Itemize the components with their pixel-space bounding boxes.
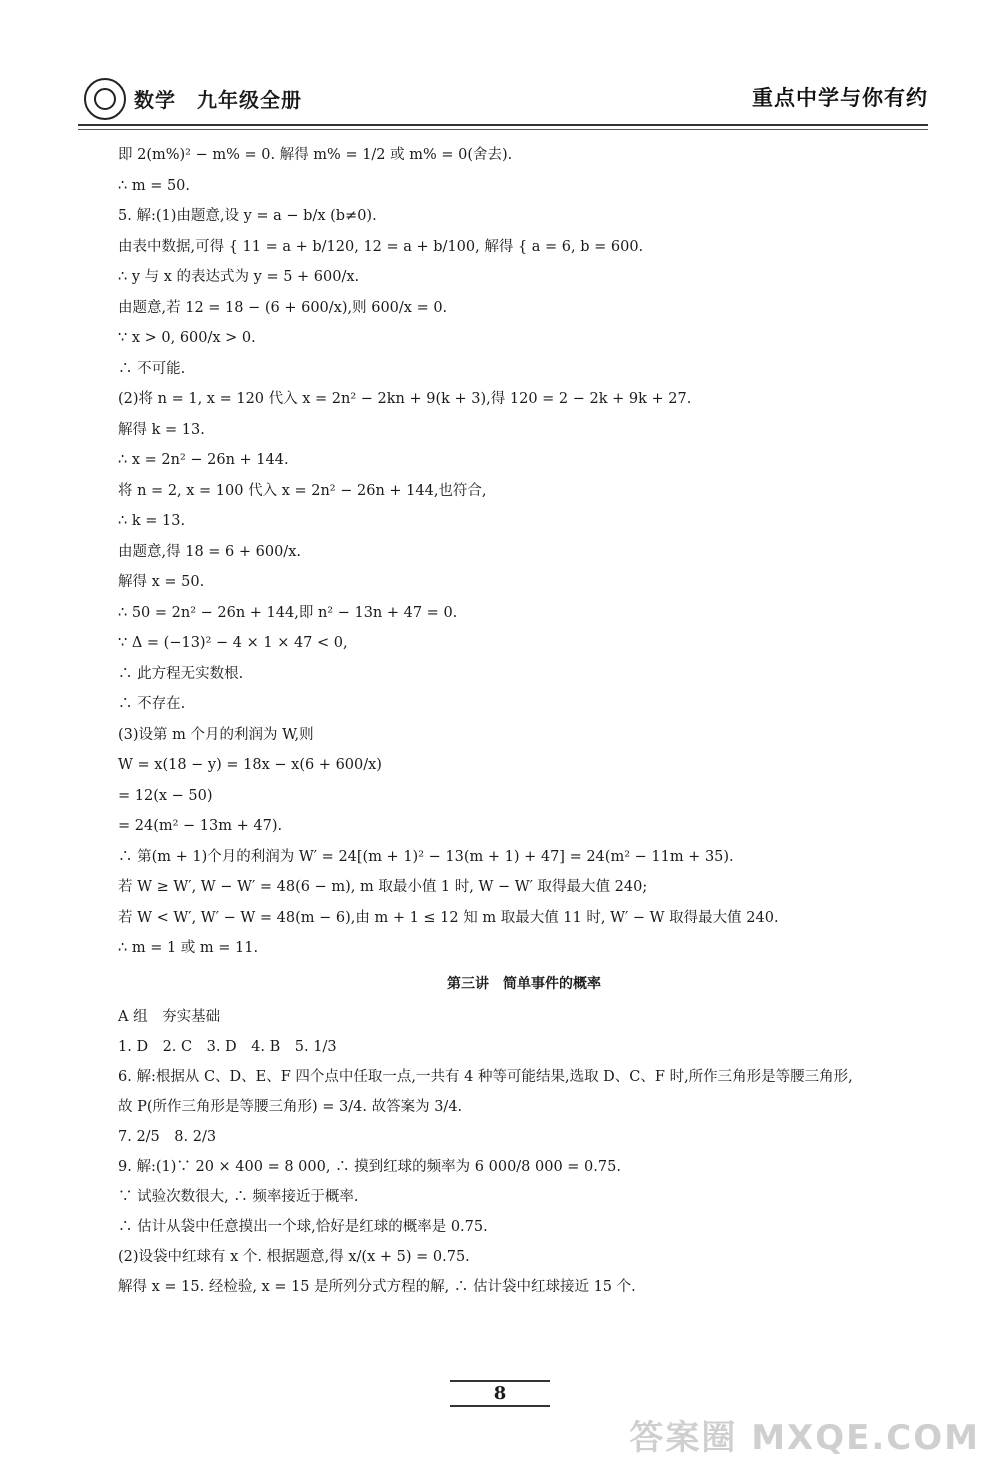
text-line: = 12(x − 50) (118, 787, 213, 804)
text-line: 由题意,得 18 = 6 + 600/x. (118, 543, 301, 560)
page-header (78, 72, 928, 124)
text-line: 9. 解:(1)∵ 20 × 400 = 8 000, ∴ 摸到红球的频率为 6 000/8 000 = 0.75. (118, 1158, 621, 1175)
text-line: ∴ 此方程无实数根. (118, 665, 244, 682)
header-rule-thin (78, 129, 928, 130)
text-line: ∵ x > 0, 600/x > 0. (118, 330, 256, 346)
series-title: 重点中学与你有约 (752, 86, 928, 110)
text-line: 解得 x = 50. (118, 574, 205, 590)
solution-block-1 (118, 140, 930, 964)
solution-content (118, 140, 930, 1302)
text-line: 若 W < W′, W′ − W = 48(m − 6),由 m + 1 ≤ 12 知 m 取最大值 11 时, W′ − W 取得最大值 240. (118, 909, 779, 926)
text-line: ∴ m = 50. (118, 177, 191, 194)
text-line: ∴ x = 2n² − 26n + 144. (118, 452, 289, 468)
text-line: 由题意,若 12 = 18 − (6 + 600/x),则 600/x = 0. (118, 299, 448, 316)
text-line: 1. D 2. C 3. D 4. B 5. 1/3 (118, 1038, 337, 1055)
text-line: 5. 解:(1)由题意,设 y = a − b/x (b≠0). (118, 208, 377, 224)
page-number: 8 (450, 1380, 551, 1407)
text-line: ∴ 估计从袋中任意摸出一个球,恰好是红球的概率是 0.75. (118, 1218, 488, 1235)
text-line: ∵ Δ = (−13)² − 4 × 1 × 47 < 0, (118, 635, 348, 651)
text-line: ∴ 不可能. (118, 360, 186, 377)
section-title: 第三讲 简单事件的概率 (447, 975, 601, 992)
text-line: A 组 夯实基础 (118, 1008, 221, 1025)
text-line: ∴ y 与 x 的表达式为 y = 5 + 600/x. (118, 269, 360, 285)
text-line: 即 2(m%)² − m% = 0. 解得 m% = 1/2 或 m% = 0(舍去). (118, 147, 513, 163)
watermark: 答案圈 MXQE.COM (629, 1418, 980, 1458)
page-footer (0, 1380, 1000, 1407)
text-line: 故 P(所作三角形是等腰三角形) = 3/4. 故答案为 3/4. (118, 1098, 463, 1115)
text-line: ∴ 50 = 2n² − 26n + 144,即 n² − 13n + 47 = 0. (118, 604, 458, 621)
text-line: (2)设袋中红球有 x 个. 根据题意,得 x/(x + 5) = 0.75. (118, 1248, 470, 1265)
text-line: = 24(m² − 13m + 47). (118, 818, 283, 834)
text-line: (3)设第 m 个月的利润为 W,则 (118, 726, 314, 743)
text-line: 若 W ≥ W′, W − W′ = 48(6 − m), m 取最小值 1 时, W − W′ 取得最大值 240; (118, 879, 648, 895)
text-line: 解得 k = 13. (118, 421, 205, 438)
text-line: W = x(18 − y) = 18x − x(6 + 600/x) (118, 757, 382, 773)
header-rule (78, 124, 928, 126)
school-logo-icon (84, 78, 126, 120)
text-line: ∴ 第(m + 1)个月的利润为 W′ = 24[(m + 1)² − 13(m + 1) + 47] = 24(m² − 11m + 35). (118, 848, 734, 865)
solution-block-2 (118, 1002, 930, 1302)
text-line: ∴ k = 13. (118, 513, 186, 529)
text-line: ∴ 不存在. (118, 696, 186, 712)
subject-title: 数学 九年级全册 (134, 88, 302, 112)
text-line: 将 n = 2, x = 100 代入 x = 2n² − 26n + 144,也符合, (118, 482, 487, 499)
text-line: ∵ 试验次数很大, ∴ 频率接近于概率. (118, 1188, 359, 1205)
text-line: 6. 解:根据从 C、D、E、F 四个点中任取一点,一共有 4 种等可能结果,选取 D、C、F 时,所作三角形是等腰三角形, (118, 1068, 853, 1085)
text-line: 7. 2/5 8. 2/3 (118, 1128, 217, 1145)
text-line: ∴ m = 1 或 m = 11. (118, 940, 259, 956)
text-line: 由表中数据,可得 { 11 = a + b/120, 12 = a + b/100, 解得 { a = 6, b = 600. (118, 238, 644, 255)
text-line: (2)将 n = 1, x = 120 代入 x = 2n² − 2kn + 9(k + 3),得 120 = 2 − 2k + 9k + 27. (118, 391, 692, 407)
text-line: 解得 x = 15. 经检验, x = 15 是所列分式方程的解, ∴ 估计袋中红球接近 15 个. (118, 1278, 636, 1295)
